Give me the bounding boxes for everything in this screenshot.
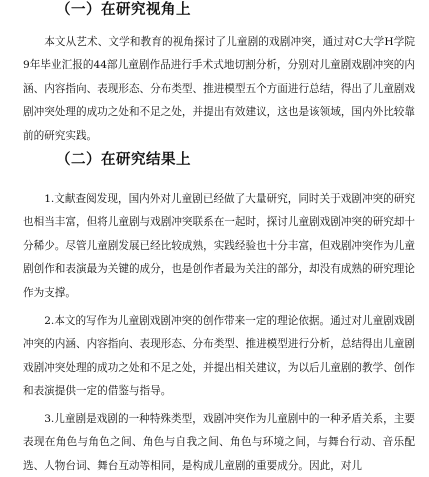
section-heading-research-perspective: （一）在研究视角上	[56, 1, 191, 18]
paragraph-result-2: 2.本文的写作为儿童剧戏剧冲突的创作带来一定的理论依据。通过对儿童剧戏剧冲突的内涵、内容指向、表现形态、分布类型、推进模型进行分析，总结得出儿童剧戏剧冲突处理的成功之处和不足之处，并提出相关建议，为以后儿童剧的教学、创作和表演提供一定的借鉴与指导。	[23, 315, 415, 398]
paragraph-research-perspective: 本文从艺术、文学和教育的视角探讨了儿童剧的戏剧冲突，通过对C大学H学院9年毕业汇报的44部儿童剧作品进行手术式地切割分析，分别对儿童剧戏剧冲突的内涵、内容指向、表现形态、分布类型、推进模型五个方面进行总结，得出了儿童剧戏剧冲突处理的成功之处和不足之处，并提出有效建议，这也是该领域，国内外比较靠前的研究实践。	[23, 36, 415, 142]
paragraph-result-3: 3.儿童剧是戏剧的一种特殊类型，戏剧冲突作为儿童剧中的一种矛盾关系，主要表现在角色与角色之间、角色与自我之间、角色与环境之间，与舞台行动、音乐配选、人物台词、舞台互动等相同，是构成儿童剧的重要成分。因此，对儿	[23, 413, 415, 472]
paragraph-result-1: 1.文献查阅发现，国内外对儿童剧已经做了大量研究，同时关于戏剧冲突的研究也相当丰富，但将儿童剧与戏剧冲突联系在一起时，探讨儿童剧戏剧冲突的研究却十分稀少。尽管儿童剧发展已经比较成熟，实践经验也十分丰富，但戏剧冲突作为儿童剧创作和表演最为关键的成分，也是创作者最为关注的部分，却没有成熟的研究理论作为支撑。	[23, 193, 415, 299]
section-heading-research-results: （二）在研究结果上	[56, 151, 191, 168]
